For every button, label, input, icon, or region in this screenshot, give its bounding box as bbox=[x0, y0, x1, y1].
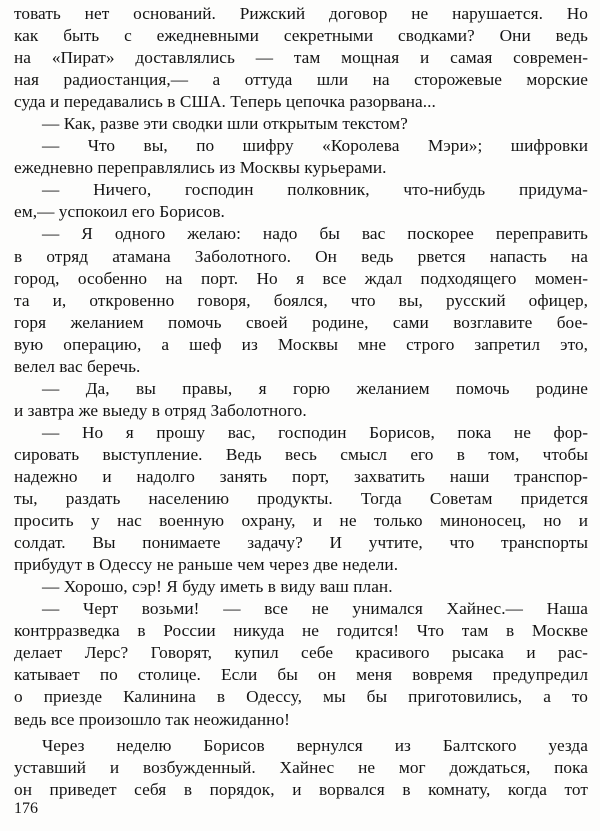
text-line: контрразведка в России никуда не годится! Что там в Москве bbox=[14, 621, 588, 641]
text-line: — Как, разве эти сводки шли открытым текстом? bbox=[42, 114, 408, 134]
text-line: — Но я прошу вас, господин Борисов, пока не фор- bbox=[42, 422, 588, 442]
text-line: сировать выступление. Ведь весь смысл его в том, чтобы bbox=[14, 444, 588, 464]
text-line: — Я одного желаю: надо бы вас поскорее переправить bbox=[42, 224, 588, 244]
text-line: ты, раздать населению продукты. Тогда Советам придется bbox=[14, 489, 588, 509]
text-line: солдат. Вы понимаете задачу? И учтите, что транспорты bbox=[14, 533, 588, 553]
text-line: — Хорошо, сэр! Я буду иметь в виду ваш план. bbox=[42, 577, 393, 597]
text-line: просить у нас военную охрану, и не только миноносец, но и bbox=[14, 511, 588, 531]
text-line: он приведет себя в порядок, и ворвался в комнату, когда тот bbox=[14, 779, 588, 799]
text-line: Через неделю Борисов вернулся из Балтского уезда bbox=[42, 735, 588, 755]
text-line: уставший и возбужденный. Хайнес не мог дождаться, пока bbox=[14, 757, 588, 777]
text-line: — Черт возьми! — все не унимался Хайнес.— Наша bbox=[42, 599, 588, 619]
text-line: товать нет оснований. Рижский договор не нарушается. Но bbox=[14, 4, 588, 23]
text-line: о приезде Калинина в Одессу, мы бы приготовились, а то bbox=[14, 687, 588, 707]
text-line: суда и передавались в США. Теперь цепочка разорвана... bbox=[14, 92, 436, 112]
text-line: в отряд атамана Заболотного. Он ведь рвется напасть на bbox=[14, 246, 588, 266]
page-number: 176 bbox=[14, 800, 38, 817]
text-line: надежно и надолго занять порт, захватить наши транспор- bbox=[14, 466, 588, 486]
text-line: вую операцию, а шеф из Москвы мне строго запретил это, bbox=[14, 334, 588, 354]
text-line: на «Пират» доставлялись — там мощная и самая современ- bbox=[14, 48, 588, 68]
text-line: — Что вы, по шифру «Королева Мэри»; шифровки bbox=[42, 136, 588, 156]
text-line: прибудут в Одессу не раньше чем через две недели. bbox=[14, 555, 399, 575]
text-line: ная радиостанция,— а оттуда шли на сторожевые морские bbox=[14, 70, 588, 90]
text-line: и завтра же выеду в отряд Заболотного. bbox=[14, 400, 307, 420]
text-line: — Ничего, господин полковник, что-нибудь придума- bbox=[42, 180, 588, 200]
text-line: как быть с ежедневными секретными сводками? Они ведь bbox=[14, 26, 588, 46]
text-line: велел вас беречь. bbox=[14, 356, 141, 376]
text-line: делает Лерс? Говорят, купил себе красивого рысака и рас- bbox=[14, 643, 588, 663]
text-line: та и, откровенно говоря, боялся, что вы, русский офицер, bbox=[14, 290, 588, 310]
text-line: горя желанием помочь своей родине, сами возглавите бое- bbox=[14, 312, 588, 332]
text-line: город, особенно на порт. Но я все ждал подходящего момен- bbox=[14, 268, 588, 288]
text-line: ведь все произошло так неожиданно! bbox=[14, 709, 290, 729]
body-text bbox=[14, 3, 588, 801]
text-line: — Да, вы правы, я горю желанием помочь родине bbox=[42, 378, 588, 398]
text-line: катывает по столице. Если бы он меня вовремя предупредил bbox=[14, 665, 588, 685]
text-line: ежедневно переправлялись из Москвы курьерами. bbox=[14, 158, 387, 178]
text-line: ем,— успокоил его Борисов. bbox=[14, 202, 225, 222]
